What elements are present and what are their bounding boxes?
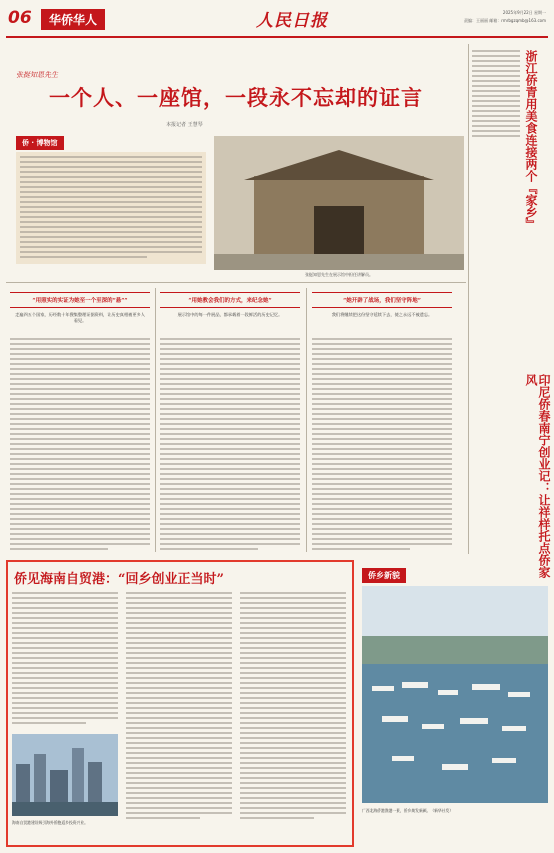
hainan-photo-caption: 海南自贸港建设吸引海外侨胞返乡投资兴业。 xyxy=(12,820,88,825)
editor-line: 责编：王丽丽 邮箱：rmrbgzqmb@163.com xyxy=(464,18,546,23)
feature-headline[interactable]: 一个人、一座馆，一段永不忘却的证言 xyxy=(49,85,423,110)
divider xyxy=(468,44,469,554)
masthead: 人民日报 xyxy=(256,11,328,31)
subhead-2-summary: 展示馆中的每一件展品，都承载着一段鲜活的历史记忆。 xyxy=(177,312,283,317)
page-number: 06 xyxy=(8,8,32,28)
body-column-3 xyxy=(312,338,452,553)
body-column-1 xyxy=(10,338,150,553)
subhead-3-summary: 我们将继续把这份坚守延续下去，使之永远不被遗忘。 xyxy=(331,312,433,317)
divider xyxy=(6,282,466,283)
feature-byline: 本报记者 王慧琴 xyxy=(166,122,203,128)
vertical-headline-1[interactable]: 浙江侨青用美食连接两个『家乡』 xyxy=(524,50,538,230)
right-body-1 xyxy=(472,50,520,140)
subhead-1-summary: 走遍四五个国家，历经数十年搜集整理证据资料，让历史真相被更多人看见。 xyxy=(15,312,145,323)
section-tag[interactable]: 华侨华人 xyxy=(41,9,105,30)
harbor-image xyxy=(362,586,548,803)
harbor-caption: 广西北海侨港渔港一景，侨乡焕发新颜。（新华社发） xyxy=(362,808,454,813)
feature-article xyxy=(6,44,466,276)
hainan-col-2 xyxy=(126,592,232,822)
feature-kicker: 张挺知恩先生 xyxy=(16,71,58,79)
hainan-col-3 xyxy=(240,592,346,822)
hainan-col-1 xyxy=(12,592,118,727)
vertical-headline-2[interactable]: 印尼侨春南宁创业记：让祥样托点侨家风 xyxy=(524,374,551,578)
feature-photo-caption: 张挺知恩先生在展示馆中担任讲解员。 xyxy=(305,272,373,277)
subhead-2[interactable]: “用她教会我们的方式，来纪念她” xyxy=(160,292,300,308)
harbor-photo[interactable] xyxy=(362,586,548,803)
divider xyxy=(306,288,307,552)
city-skyline-image xyxy=(12,734,118,816)
column-banner: 侨 · 博物馆 xyxy=(16,136,64,150)
subhead-1[interactable]: “用照实的实证为她至一个至深的“悬”” xyxy=(10,292,150,308)
page-header xyxy=(6,4,548,38)
hainan-photo[interactable] xyxy=(12,734,118,816)
hainan-headline[interactable]: 侨见海南自贸港：“回乡创业正当时” xyxy=(14,572,224,587)
subhead-3[interactable]: “她开辟了战场，我们坚守阵地” xyxy=(312,292,452,308)
date-line: 2025年9月22日 星期一 xyxy=(502,10,546,15)
feature-flag: 侨乡新貌 xyxy=(362,568,406,583)
museum-building-image xyxy=(214,136,464,270)
divider xyxy=(155,288,156,552)
hainan-article xyxy=(6,560,354,847)
museum-photo[interactable] xyxy=(214,136,464,270)
lede-box xyxy=(16,152,206,264)
body-column-2 xyxy=(160,338,300,553)
